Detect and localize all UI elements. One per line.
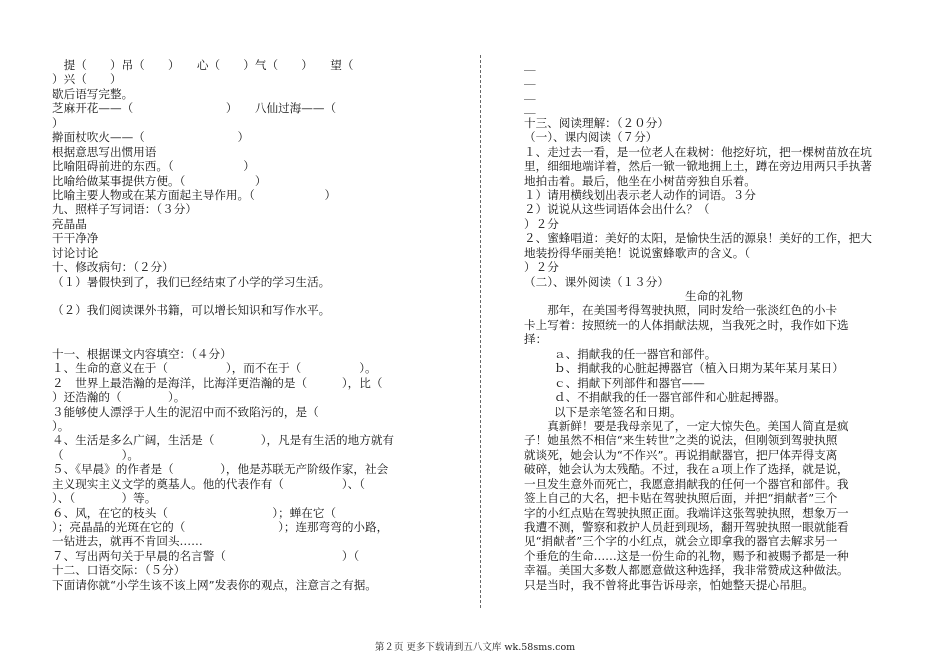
right-line-33: 我遭不测，警察和救护人员赶到现场，翻开驾驶执照一眼就能看 bbox=[524, 520, 849, 534]
right-line-3: ＿ bbox=[524, 86, 536, 101]
right-line-28: 就谈死，她会认为“不作兴”。再说捐献器官，把尸体弄得支离 bbox=[524, 447, 838, 462]
left-line-12: 亮晶晶 bbox=[52, 216, 87, 231]
left-line-29: ５、《早晨》的作者是（ ），他是苏联无产阶级作家，社会 bbox=[52, 462, 389, 477]
left-line-9: 比喻给做某事提供方便。（ ） bbox=[52, 173, 267, 188]
right-line-9: 地拍击着。最后，他坐在小树苗旁独自乐着。 bbox=[524, 173, 756, 188]
page-footer: 第２页 更多下载请到五八文库 wk.58sms.com bbox=[374, 642, 576, 653]
left-line-19 bbox=[52, 318, 424, 332]
signature-line: 以下是亲笔签名和日期。 bbox=[554, 404, 682, 419]
right-line-20: 择： bbox=[524, 332, 548, 347]
right-line-12: ）２分 bbox=[524, 216, 559, 231]
reading-title: 生命的礼物 bbox=[685, 289, 743, 303]
left-line-13: 干干净净 bbox=[52, 231, 99, 246]
option-a: ａ、捐献我的任一器官和部件。 bbox=[554, 346, 717, 361]
left-line-37: 下面请你就“小学生该不该上网”发表你的观点，注意言之有据。 bbox=[52, 577, 377, 592]
left-line-36: 十二、口语交际：（５分） bbox=[52, 563, 186, 578]
left-line-34: 一钻进去，就再不肯回头…… bbox=[52, 534, 203, 549]
left-line-22: １、生命的意义在于（ ），而不在于（ ）。 bbox=[52, 361, 377, 376]
left-line-20 bbox=[52, 332, 424, 346]
left-line-3: 歇后语写完整。 bbox=[52, 86, 134, 101]
right-line-1: ＿ bbox=[524, 58, 536, 72]
right-line-8: 里，细细地端详着，然后一锨一锨地拥上土，蹲在旁边用两只手执著 bbox=[524, 159, 872, 174]
left-line-28: （ ）。 bbox=[52, 447, 139, 462]
option-b: ｂ、捐献我的心脏起搏器官（植入日期为某年某月某日） bbox=[554, 361, 844, 376]
left-line-24: ）还浩瀚的（ ）。 bbox=[52, 390, 186, 405]
right-line-31: 签上自己的大名，把卡贴在驾驶执照后面，并把“捐献者”三个 bbox=[524, 491, 838, 506]
left-line-7: 根据意思写出惯用语 bbox=[52, 144, 157, 159]
left-line-4: 芝麻开花——（ ） 八仙过海——（ bbox=[52, 101, 337, 116]
right-line-26: 真新鲜！要是我母亲见了，一定大惊失色。美国人简直是疯 bbox=[524, 418, 849, 433]
right-line-7: １、走过去一看，是一位老人在栽树：他挖好坑，把一棵树苗放在坑 bbox=[524, 144, 872, 159]
right-line-14: 地装扮得华丽美艳！说说蜜蜂歌声的含义。（ bbox=[524, 245, 751, 260]
right-line-34: 见“捐献者”三个字的小红点，就会立即拿我的器官去解求另一 bbox=[524, 534, 838, 549]
left-line-14: 讨论讨论 bbox=[52, 245, 99, 260]
left-line-26: ）。 bbox=[52, 418, 70, 433]
left-line-1: 提（ ）吊（ ） 心（ ）气（ ） 望（ bbox=[52, 58, 354, 72]
right-line-27: 子！她虽然不相信“来生转世”之类的说法，但刚领到驾驶执照 bbox=[524, 433, 838, 448]
right-line-5: 十三、阅读理解：（２０分） bbox=[524, 115, 669, 130]
left-line-10: 比喻主要人物或在某方面起主导作用。（ ） bbox=[52, 187, 337, 202]
right-line-16: （二）、课外阅读（１３分） bbox=[524, 274, 669, 289]
left-line-27: ４、生活是多么广阔，生活是（ ），凡是有生活的地方就有 bbox=[52, 433, 395, 448]
option-d: ｄ、不捐献我的任一器官部件和心脏起搏器。 bbox=[554, 390, 786, 405]
right-column bbox=[524, 58, 904, 592]
right-line-13: ２、蜜蜂唱道：美好的太阳，是愉快生活的源泉！美好的工作，把大 bbox=[524, 231, 872, 246]
right-line-35: 个垂危的生命……这是一份生命的礼物，赐予和被赐予都是一种 bbox=[524, 548, 849, 563]
left-column bbox=[52, 58, 424, 592]
left-line-30: 主义现实主义文学的奠基人。他的代表作有（ ）、（ bbox=[52, 476, 366, 491]
right-line-6: （一）、课内阅读（７分） bbox=[524, 130, 658, 145]
right-line-37: 只是当时，我不曾将此事告诉母亲，怕她整天提心吊胆。 bbox=[524, 577, 814, 592]
left-line-2: ）兴（ ） bbox=[52, 72, 122, 87]
left-line-32: ６、风，在它的枝头（ ）；蝉在它（ bbox=[52, 505, 337, 520]
option-c: ｃ、捐献下列部件和器官—— bbox=[554, 375, 705, 390]
right-line-29: 破碎，她会认为太残酷。不过，我在ａ项上作了选择，就是说， bbox=[524, 462, 849, 477]
right-line-32: 字的小红点贴在驾驶执照正面。我端详这张驾驶执照，想象万一 bbox=[524, 505, 849, 520]
left-line-31: ）、（ ）等。 bbox=[52, 491, 157, 506]
left-line-16: （１）暑假快到了，我们已经结束了小学的学习生活。 bbox=[52, 274, 331, 289]
right-line-36: 幸福。美国大多数人都愿意做这种选择，我非常赞成这种做法。 bbox=[524, 563, 849, 578]
left-line-15: 十、修改病句：（２分） bbox=[52, 260, 174, 275]
left-line-23: ２ 世界上最浩瀚的是海洋，比海洋更浩瀚的是（ ），比（ bbox=[52, 375, 383, 390]
right-line-18: 那年，在美国考得驾驶执照，同时发给一张淡红色的小卡 bbox=[524, 303, 838, 318]
left-line-11: 九、照样子写词语：（３分） bbox=[52, 202, 197, 217]
left-line-33: ）；亮晶晶的光斑在它的（ ）；连那弯弯的小路， bbox=[52, 520, 389, 534]
left-line-5: ） bbox=[52, 115, 64, 130]
right-line-2: ＿ bbox=[524, 72, 536, 87]
right-line-11: ２）说说从这些词语体会出什么？（ bbox=[524, 202, 710, 217]
right-line-10: １）请用横线划出表示老人动作的词语。３分 bbox=[524, 187, 756, 202]
right-line-4: ＿ bbox=[524, 101, 536, 116]
left-line-35: ７、写出两句关于早晨的名言警（ ）（ bbox=[52, 548, 360, 563]
left-line-6: 擀面杖吹火——（ ） bbox=[52, 130, 250, 145]
right-line-15: ）２分 bbox=[524, 260, 559, 275]
right-line-30: 一旦发生意外而死亡，我愿意捐献我的任何一个器官和部件。我 bbox=[524, 476, 849, 491]
left-line-17 bbox=[52, 289, 424, 303]
left-line-25: ３能够使人漂浮于人生的泥沼中而不致陷污的，是（ bbox=[52, 404, 319, 419]
left-line-21: 十一、根据课文内容填空：（４分） bbox=[52, 346, 232, 361]
left-line-8: 比喻阻碍前进的东西。（ ） bbox=[52, 159, 255, 174]
right-line-19: 卡上写着：按照统一的人体捐献法规，当我死之时，我作如下选 bbox=[524, 317, 849, 332]
column-divider bbox=[480, 55, 481, 608]
left-line-18: （２）我们阅读课外书籍，可以增长知识和写作水平。 bbox=[52, 303, 331, 318]
